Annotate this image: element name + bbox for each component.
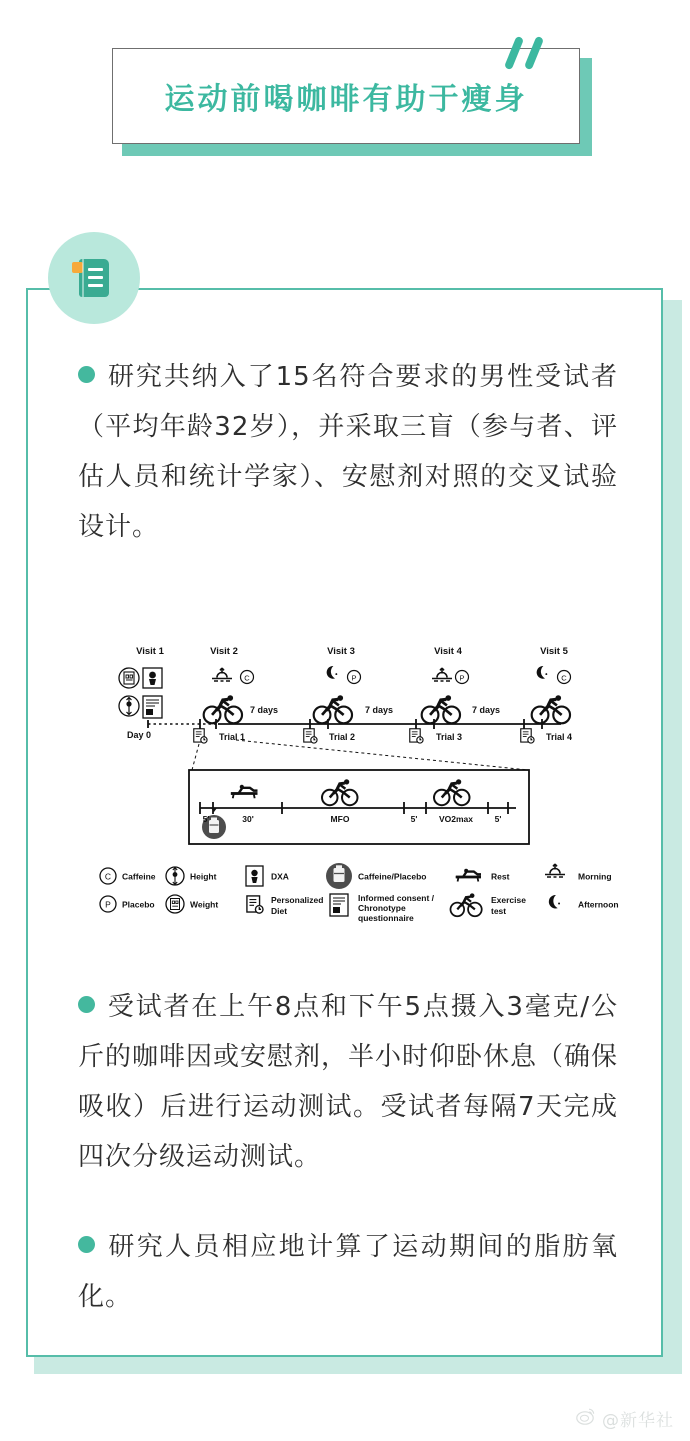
svg-text:7 days: 7 days bbox=[364, 705, 394, 715]
bullet-icon bbox=[78, 1236, 95, 1253]
svg-text:5': 5' bbox=[494, 814, 502, 824]
svg-text:Morning: Morning bbox=[578, 871, 612, 882]
bullet-icon bbox=[78, 366, 95, 383]
svg-text:Visit 1: Visit 1 bbox=[136, 646, 164, 657]
svg-text:Informed consent /: Informed consent / bbox=[358, 893, 435, 903]
svg-text:questionnaire: questionnaire bbox=[358, 913, 414, 923]
svg-text:C: C bbox=[561, 673, 567, 683]
svg-text:Visit 3: Visit 3 bbox=[327, 646, 355, 657]
svg-text:C: C bbox=[244, 673, 250, 683]
paragraph-1-text: 研究共纳入了15名符合要求的男性受试者（平均年龄32岁），并采取三盲（参与者、评估人员和统计学家）、安慰剂对照的交叉试验设计。 bbox=[78, 362, 618, 542]
svg-text:30': 30' bbox=[242, 814, 254, 824]
svg-text:Day 0: Day 0 bbox=[126, 730, 152, 740]
study-protocol-figure bbox=[96, 636, 626, 936]
svg-text:Diet: Diet bbox=[271, 906, 288, 916]
svg-text:Rest: Rest bbox=[491, 871, 510, 882]
svg-text:Trial 1: Trial 1 bbox=[218, 732, 246, 742]
title-banner bbox=[112, 48, 582, 146]
svg-text:Trial 4: Trial 4 bbox=[545, 732, 573, 742]
paragraph-1 bbox=[78, 352, 618, 552]
paragraph-2-text: 受试者在上午8点和下午5点摄入3毫克/公斤的咖啡因或安慰剂，半小时仰卧休息（确保吸收）后进行运动测试。受试者每隔7天完成四次分级运动测试。 bbox=[78, 992, 619, 1172]
document-badge bbox=[48, 232, 140, 324]
svg-text:5': 5' bbox=[410, 814, 418, 824]
svg-text:Caffeine: Caffeine bbox=[122, 871, 156, 882]
svg-text:MFO: MFO bbox=[330, 814, 350, 824]
svg-text:C: C bbox=[104, 871, 112, 882]
paragraph-2 bbox=[78, 982, 618, 1182]
svg-text:Trial 2: Trial 2 bbox=[328, 732, 356, 742]
paragraph-3 bbox=[78, 1222, 618, 1322]
svg-text:Personalized: Personalized bbox=[271, 895, 324, 905]
weibo-icon bbox=[576, 1407, 596, 1430]
svg-text:P: P bbox=[351, 673, 357, 683]
svg-text:Visit 4: Visit 4 bbox=[434, 646, 462, 657]
svg-text:Chronotype: Chronotype bbox=[358, 903, 406, 913]
svg-text:Trial 3: Trial 3 bbox=[435, 732, 463, 742]
svg-text:5': 5' bbox=[202, 814, 210, 824]
page-title: 运动前喝咖啡有助于瘦身 bbox=[164, 82, 528, 117]
svg-text:P: P bbox=[459, 673, 465, 683]
svg-text:7 days: 7 days bbox=[471, 705, 501, 715]
watermark bbox=[576, 1406, 674, 1431]
svg-text:Height: Height bbox=[190, 871, 217, 882]
svg-text:P: P bbox=[105, 899, 111, 910]
svg-text:Visit 5: Visit 5 bbox=[540, 646, 568, 657]
svg-text:VO2max: VO2max bbox=[438, 814, 474, 824]
paragraph-3-text: 研究人员相应地计算了运动期间的脂肪氧化。 bbox=[78, 1232, 618, 1312]
quotation-marks-icon bbox=[504, 36, 564, 74]
svg-text:Caffeine/Placebo: Caffeine/Placebo bbox=[358, 871, 427, 882]
svg-text:7 days: 7 days bbox=[249, 705, 279, 715]
svg-text:Afternoon: Afternoon bbox=[578, 899, 619, 910]
svg-text:Exercise: Exercise bbox=[491, 895, 526, 905]
svg-text:Weight: Weight bbox=[190, 899, 219, 910]
watermark-text: @新华社 bbox=[602, 1411, 674, 1431]
svg-text:DXA: DXA bbox=[271, 871, 289, 882]
document-icon bbox=[79, 259, 109, 297]
svg-text:Visit 2: Visit 2 bbox=[210, 646, 238, 657]
svg-text:Placebo: Placebo bbox=[122, 899, 155, 910]
bullet-icon bbox=[78, 996, 95, 1013]
svg-text:test: test bbox=[491, 906, 507, 916]
